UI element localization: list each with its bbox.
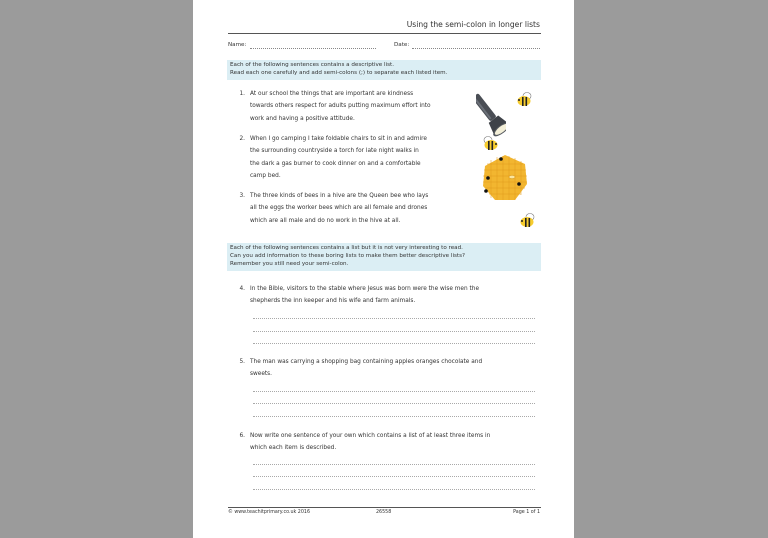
footer-code: 26558 — [376, 510, 392, 515]
question-text[interactable] — [250, 133, 427, 182]
worksheet-title: Using the semi-colon in longer lists — [406, 20, 540, 29]
question-line: At our school the things that are important are kindness — [250, 91, 414, 97]
date-field[interactable] — [412, 48, 540, 49]
honeycomb-icon — [481, 154, 529, 202]
question-6 — [233, 430, 543, 456]
answer-line[interactable] — [253, 403, 535, 404]
answer-line[interactable] — [253, 331, 535, 332]
instruction-line: Can you add information to these boring lists to make them better descriptive lists? — [230, 253, 465, 259]
header-rule — [228, 33, 541, 34]
question-line: When I go camping I take foldable chairs to sit in and admire — [250, 136, 427, 142]
footer-copyright: © www.teachitprimary.co.uk 2016 — [228, 510, 311, 515]
question-text — [250, 283, 479, 308]
question-1 — [233, 88, 503, 126]
question-line: In the Bible, visitors to the stable where Jesus was born were the wise men the — [250, 286, 480, 292]
name-date-row — [228, 42, 541, 51]
question-line: towards others respect for adults putting maximum effort into — [250, 103, 431, 110]
question-text — [250, 430, 490, 455]
question-line: The three kinds of bees in a hive are the Queen bee who lays — [250, 193, 429, 199]
question-number: 4. — [239, 286, 245, 292]
question-text[interactable] — [250, 88, 431, 125]
answer-line[interactable] — [253, 416, 535, 417]
footer-page-number: Page 1 of 1 — [513, 510, 540, 515]
question-3 — [233, 190, 503, 228]
torch-icon — [476, 88, 506, 143]
question-line: The man was carrying a shopping bag containing apples oranges chocolate and — [250, 359, 483, 365]
question-line: work and having a positive attitude. — [250, 115, 355, 122]
answer-line[interactable] — [253, 318, 535, 319]
question-number: 2. — [239, 136, 245, 142]
instruction-line: Each of the following sentences contains a descriptive list. — [230, 62, 395, 68]
question-line: all the eggs the worker bees which are all female and drones — [250, 205, 428, 212]
date-label: Date: — [394, 42, 410, 48]
worksheet-page — [193, 0, 574, 538]
answer-line[interactable] — [253, 391, 535, 392]
question-text — [250, 356, 482, 381]
question-number: 1. — [239, 91, 245, 97]
question-line: shepherds the inn keeper and his wife and farm animals. — [250, 298, 416, 305]
instruction-line: Remember you still need your semi-colon. — [230, 261, 349, 267]
question-line: camp bed. — [250, 172, 281, 179]
instruction-line: Read each one carefully and add semi-colons (;) to separate each listed item. — [230, 70, 448, 76]
question-line: sweets. — [250, 371, 273, 378]
bee-icon — [516, 92, 532, 107]
question-line: which each item is described. — [250, 445, 337, 452]
answer-line[interactable] — [253, 464, 535, 465]
bee-icon — [519, 213, 535, 228]
question-line: which are all male and do no work in the hive at all. — [250, 217, 401, 224]
question-number: 5. — [239, 359, 245, 365]
instructions-box-2 — [227, 243, 541, 271]
instructions-box-1 — [227, 60, 541, 80]
name-label: Name: — [228, 42, 247, 48]
answer-line[interactable] — [253, 489, 535, 490]
answer-line[interactable] — [253, 343, 535, 344]
footer-rule — [228, 507, 541, 508]
answer-line[interactable] — [253, 476, 535, 477]
instruction-line: Each of the following sentences contains a list but it is not very interesting to read. — [230, 245, 463, 251]
question-number: 3. — [239, 193, 245, 199]
question-2 — [233, 133, 503, 183]
question-line: Now write one sentence of your own which contains a list of at least three items in — [250, 433, 491, 439]
question-5 — [233, 356, 543, 382]
question-line: the dark a gas burner to cook dinner on and a comfortable — [250, 160, 421, 167]
question-number: 6. — [239, 433, 245, 439]
question-text[interactable] — [250, 190, 428, 227]
question-line: the surrounding countryside a torch for late night walks in — [250, 148, 419, 155]
bee-icon — [483, 136, 499, 151]
name-field[interactable] — [250, 48, 376, 49]
question-4 — [233, 283, 543, 309]
